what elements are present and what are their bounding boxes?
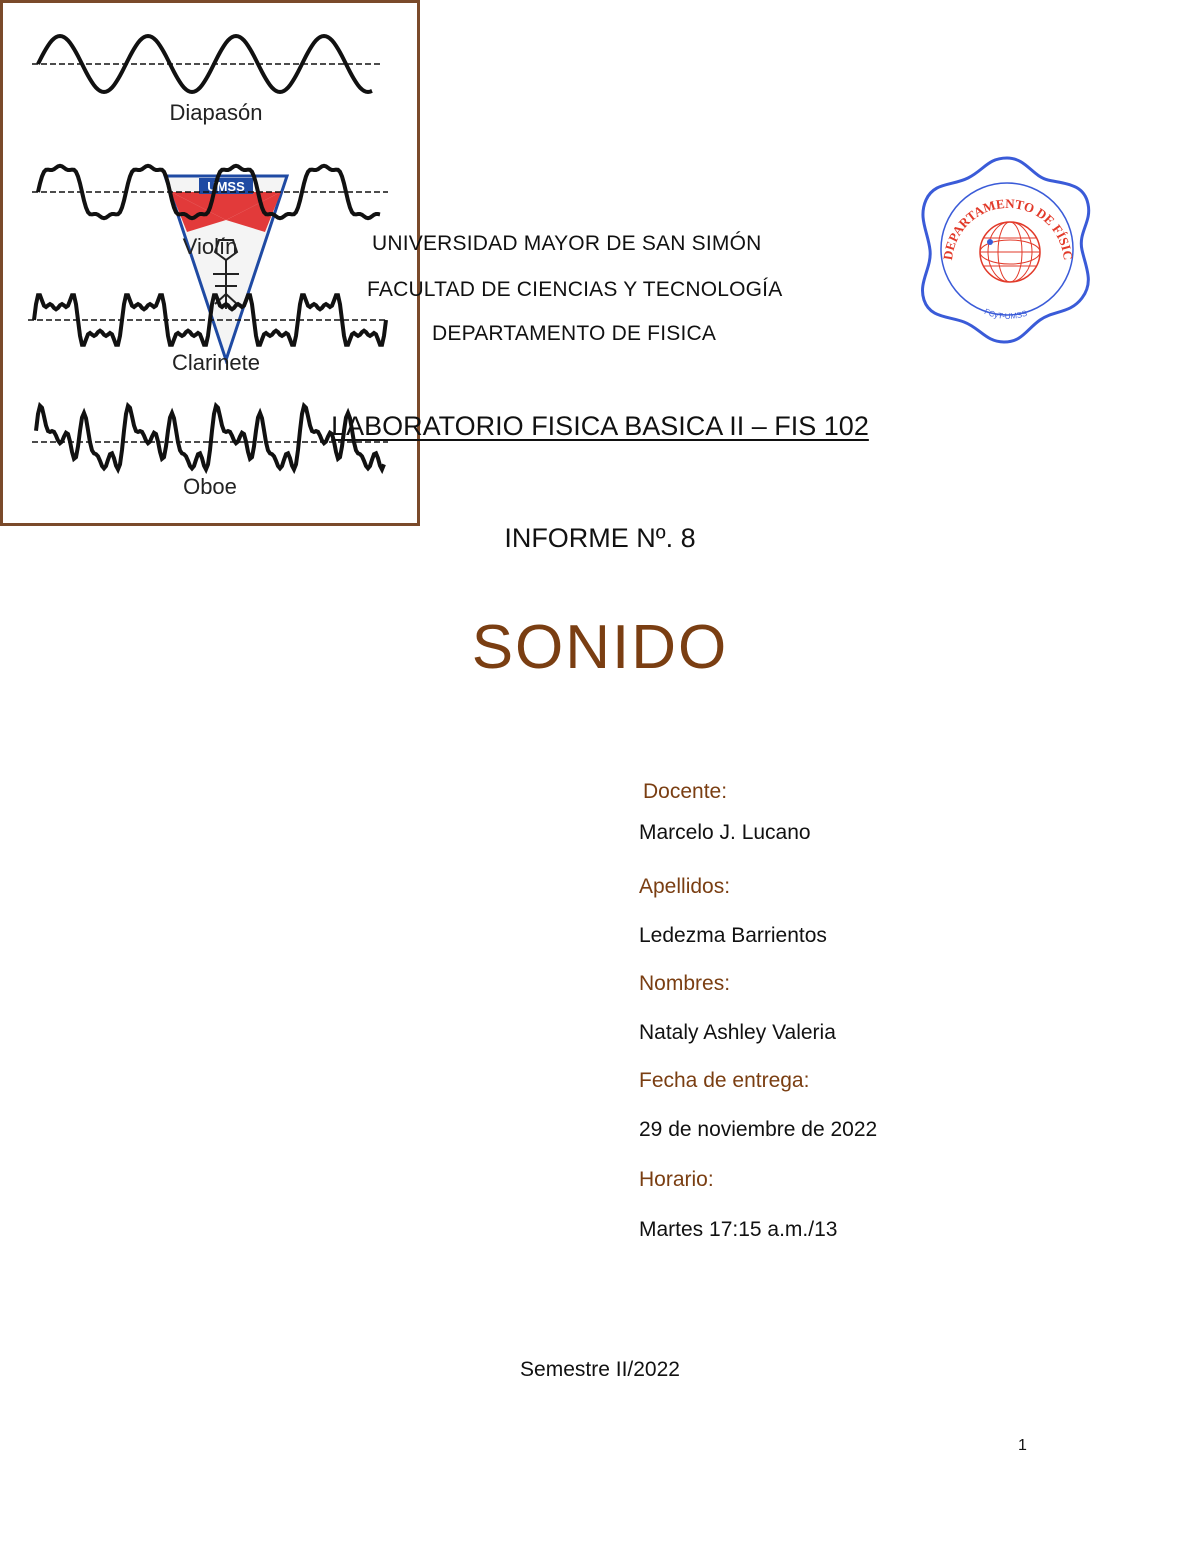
wave-clarinete — [28, 295, 388, 345]
horario-value: Martes 17:15 a.m./13 — [639, 1218, 838, 1241]
horario-label: Horario: — [639, 1168, 714, 1191]
semester: Semestre II/2022 — [520, 1358, 680, 1381]
apellidos-value: Ledezma Barrientos — [639, 924, 827, 947]
apellidos-label: Apellidos: — [639, 875, 731, 898]
page-number: 1 — [1018, 1437, 1027, 1454]
fecha-value: 29 de noviembre de 2022 — [639, 1118, 878, 1141]
waveform-svg — [0, 0, 414, 520]
wave-label-oboe: Oboe — [183, 474, 237, 499]
wave-violin — [32, 166, 388, 218]
wave-oboe — [32, 406, 388, 470]
report-topic: SONIDO — [471, 613, 729, 682]
department-name: DEPARTAMENTO DE FISICA — [432, 322, 717, 345]
university-name: UNIVERSIDAD MAYOR DE SAN SIMÓN — [372, 232, 762, 255]
wave-label-violin: Violín — [182, 234, 238, 259]
waveform-figure — [0, 0, 420, 526]
physics-logo-subtext: FCyT-UMSS — [982, 306, 1029, 321]
report-number: INFORME Nº. 8 — [504, 523, 696, 553]
wave-diapason — [32, 36, 380, 92]
wave-label-diapason: Diapasón — [169, 100, 263, 125]
umss-logo-text: UMSS — [207, 179, 245, 194]
physics-logo-text: DEPARTAMENTO DE FÍSIC — [940, 195, 1076, 261]
nombres-label: Nombres: — [639, 972, 731, 995]
docente-value: Marcelo J. Lucano — [639, 821, 811, 844]
wave-label-clarinete: Clarinete — [171, 350, 261, 375]
fecha-label: Fecha de entrega: — [639, 1069, 810, 1092]
faculty-name: FACULTAD DE CIENCIAS Y TECNOLOGÍA — [367, 278, 783, 301]
nombres-value: Nataly Ashley Valeria — [639, 1021, 836, 1044]
lab-title: LABORATORIO FISICA BASICA II – FIS 102 — [331, 411, 869, 441]
docente-label: Docente: — [643, 780, 728, 803]
physics-department-logo — [918, 154, 1096, 344]
